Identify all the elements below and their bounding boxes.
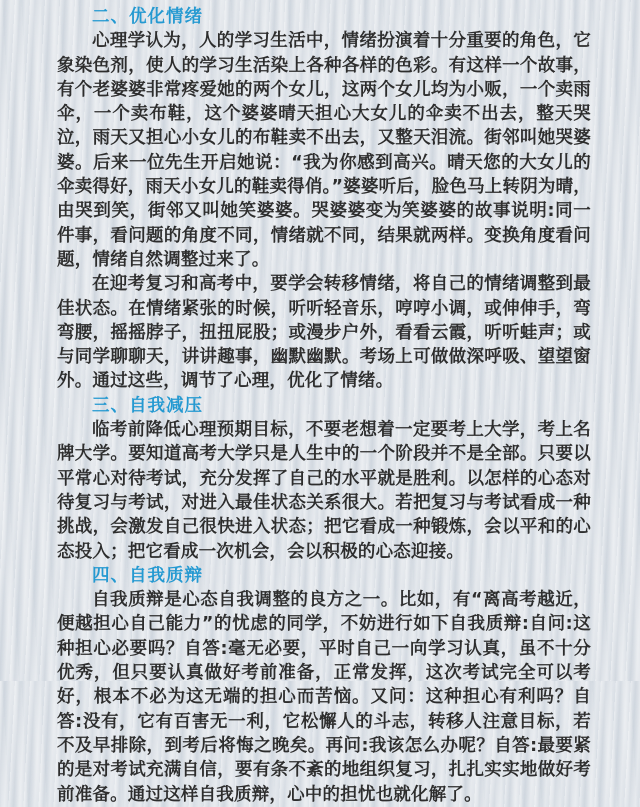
paragraph-self-debate-dialogue: 自我质辩是心态自我调整的良方之一。比如，有“离高考越近，便越担心自己能力”的忧虑的同学，不妨进行如下自我质辩:自问:这种担心必要吗？自答:毫无必要，平时自己一向学习认真，虽不十分优秀，但只要认真做好考前准备，正常发挥，这次考试完全可以考好，根本不必为这无端的担心而苦恼。又问：这种担心有利吗？自答:没有，它有百害无一利，它松懈人的斗志，转移人注意目标，若不及早排除，到考后将悔之晚矣。再问:我该怎么办呢？自答:最要紧的是对考试充满自信，要有条不紊的地组织复习，扎扎实实地做好考前准备。通过这样自我质辩，心中的担忧也就化解了。 — [57, 590, 591, 805]
section-heading-optimize-emotions: 二、优化情绪 — [92, 7, 203, 27]
paragraph-lower-expectations: 临考前降低心理预期目标，不要老想着一定要考上大学，考上名牌大学。要知道高考大学只是人生中的一个阶段并不是全部。只要以平常心对待考试，充分发挥了自己的水平就是胜利。以怎样的心态对待复习与考试，对进入最佳状态关系很大。若把复习与考试看成一种挑战，会激发自己很快进入状态；把它看成一种锻炼，会以平和的心态投入；把它看成一次机会，会以积极的心态迎接。 — [57, 420, 591, 562]
section-self-decompression — [57, 394, 591, 564]
paragraph-emotion-story: 心理学认为，人的学习生活中，情绪扮演着十分重要的角色，它象染色剂，使人的学习生活染上各种各样的色彩。有这样一个故事，有个老婆婆非常疼爱她的两个女儿，这两个女儿均为小贩，一个卖雨伞，一个卖布鞋，这个婆婆晴天担心大女儿的伞卖不出去，整天哭泣，雨天又担心小女儿的布鞋卖不出去，又整天泪流。街邻叫她哭婆婆。后来一位先生开启她说：“我为你感到高兴。晴天您的大女儿的伞卖得好，雨天小女儿的鞋卖得俏。”婆婆听后，脸色马上转阴为晴，由哭到笑，街邻又叫她笑婆婆。哭婆婆变为笑婆婆的故事说明:同一件事，看问题的角度不同，情绪就不同，结果就两样。变换角度看问题，情绪自然调整过来了。 — [57, 31, 591, 270]
section-heading-self-debate: 四、自我质辩 — [92, 565, 203, 586]
paragraph-emotion-transfer-tips: 在迎考复习和高考中，要学会转移情绪，将自己的情绪调整到最佳状态。在情绪紧张的时候，听听轻音乐，哼哼小调，或伸伸手，弯弯腰，摇摇脖子，扭扭屁股；或漫步户外，看看云霞，听听蛙声；或与同学聊聊天，讲讲趣事，幽默幽默。考场上可做做深呼吸、望望窗外。通过这些，调节了心理，优化了情绪。 — [57, 274, 591, 392]
section-self-debate — [57, 564, 591, 807]
section-heading-self-decompression: 三、自我减压 — [92, 395, 203, 416]
section-optimize-emotions — [57, 5, 591, 394]
